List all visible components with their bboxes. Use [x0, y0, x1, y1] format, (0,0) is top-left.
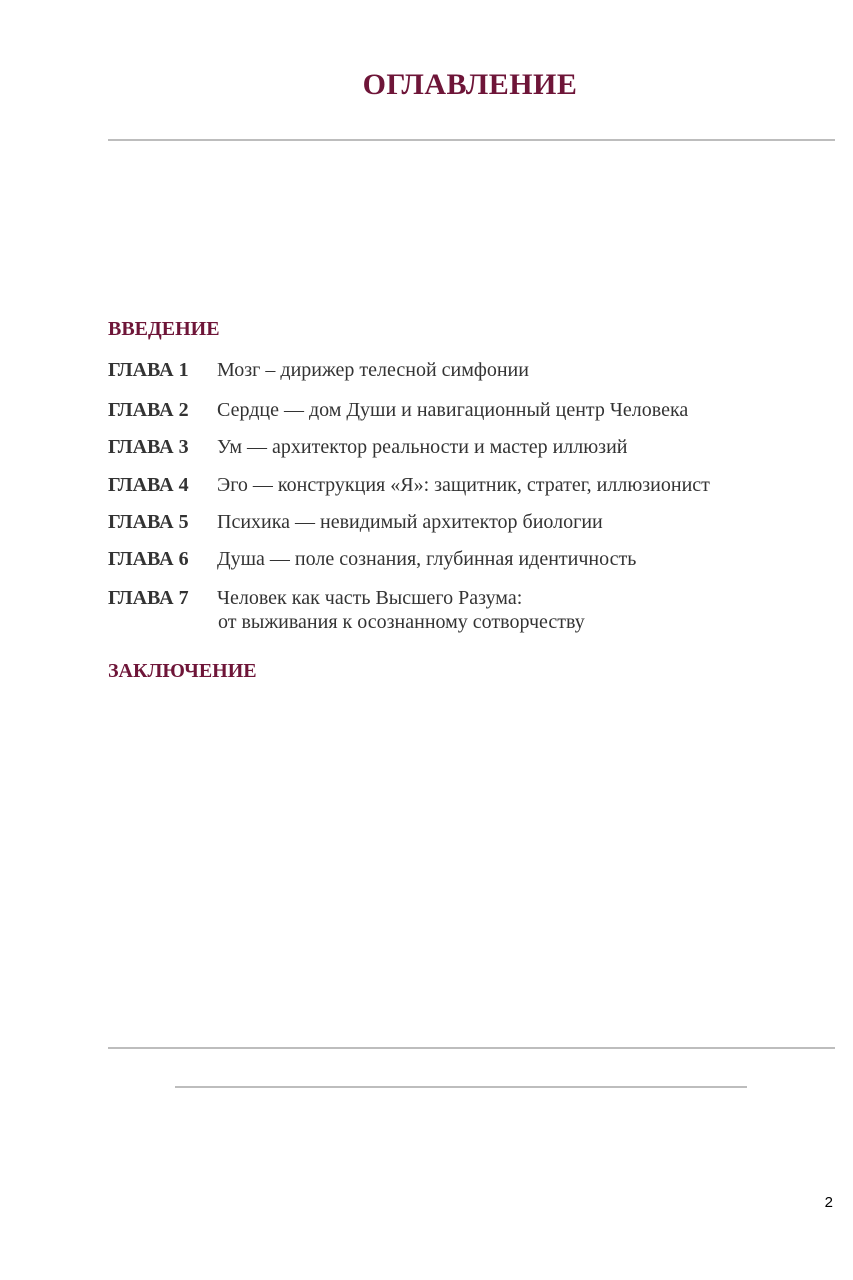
chapter-label: ГЛАВА 2	[108, 399, 189, 421]
chapter-title: Психика — невидимый архитектор биологии	[217, 511, 603, 533]
footer-divider	[175, 1086, 747, 1088]
chapter-subtitle: от выживания к осознанному сотворчеству	[218, 611, 585, 633]
toc-intro: ВВЕДЕНИЕ	[108, 318, 220, 340]
chapter-label: ГЛАВА 4	[108, 474, 189, 496]
page-title: ОГЛАВЛЕНИЕ	[362, 68, 578, 101]
toc-conclusion: ЗАКЛЮЧЕНИЕ	[108, 660, 257, 682]
chapter-title: Мозг – дирижер телесной симфонии	[217, 359, 529, 381]
chapter-label: ГЛАВА 7	[108, 587, 189, 609]
chapter-title: Душа — поле сознания, глубинная идентичность	[217, 548, 637, 570]
chapter-title: Ум — архитектор реальности и мастер иллюзий	[217, 436, 628, 458]
chapter-label: ГЛАВА 3	[108, 436, 189, 458]
chapter-label: ГЛАВА 6	[108, 548, 189, 570]
chapter-label: ГЛАВА 5	[108, 511, 189, 533]
page-number: 2	[824, 1194, 833, 1211]
chapter-title: Сердце — дом Души и навигационный центр Человека	[217, 399, 689, 421]
chapter-label: ГЛАВА 1	[108, 359, 189, 381]
top-divider	[108, 139, 835, 141]
chapter-title: Эго — конструкция «Я»: защитник, стратег, иллюзионист	[217, 474, 710, 496]
bottom-divider	[108, 1047, 835, 1049]
chapter-title: Человек как часть Высшего Разума:	[217, 587, 523, 609]
